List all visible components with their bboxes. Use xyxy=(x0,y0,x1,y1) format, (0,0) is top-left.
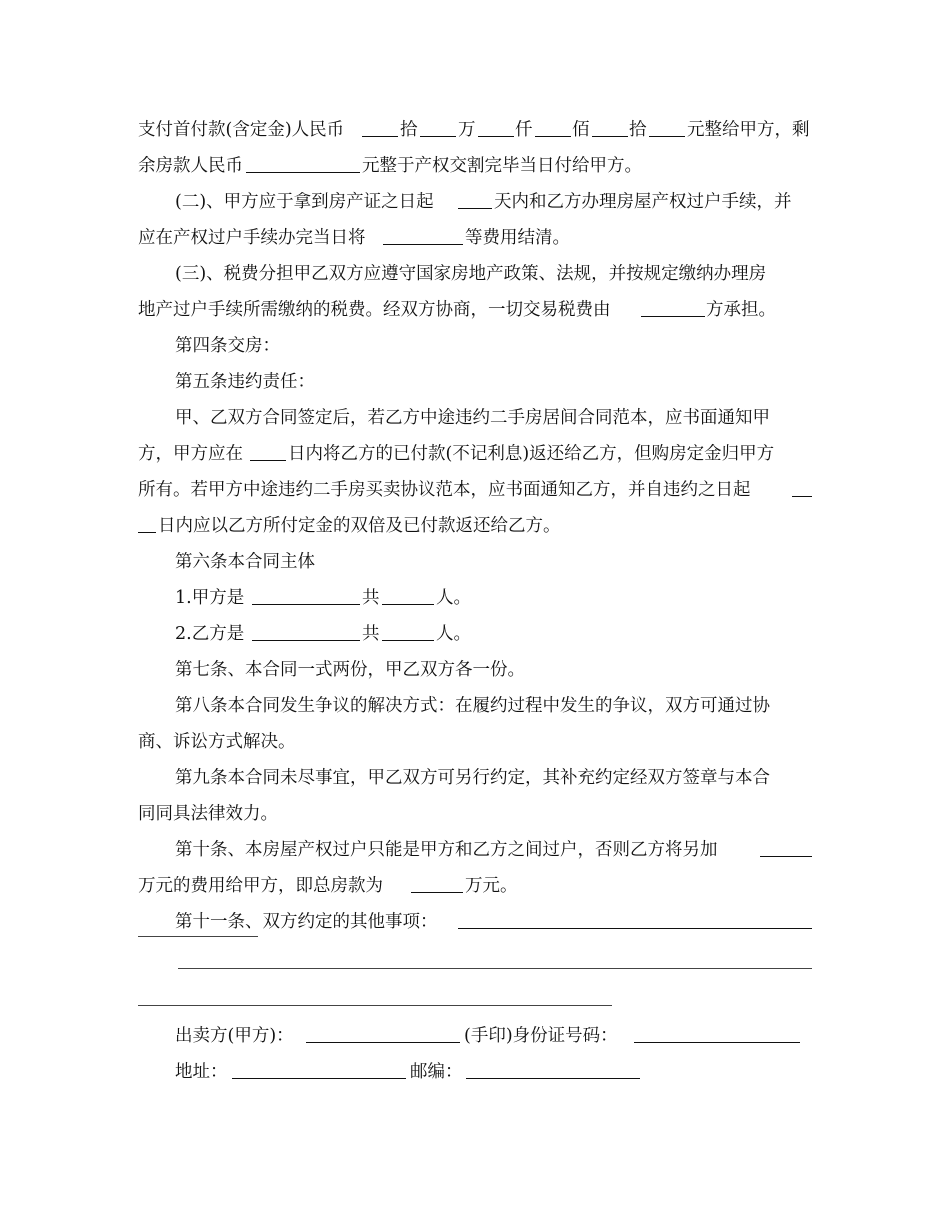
unit-text: 仟 xyxy=(515,120,533,140)
article-8-text: 第八条本合同发生争议的解决方式：在履约过程中发生的争议，双方可通过协 xyxy=(175,696,770,716)
article-10-text: 万元。 xyxy=(465,876,518,896)
blank-field[interactable] xyxy=(362,136,398,137)
blank-field[interactable] xyxy=(383,244,463,245)
count-unit: 人。 xyxy=(436,624,471,644)
article-4-text: 第四条交房： xyxy=(175,336,280,356)
transfer-text: 应在产权过户手续办完当日将 xyxy=(138,228,366,248)
breach-line-2 xyxy=(0,440,950,468)
payment-text: 余房款人民币 xyxy=(138,156,243,176)
party-a-name-field[interactable] xyxy=(252,604,360,605)
party-b-label: 2.乙方是 xyxy=(175,624,245,644)
other-terms-line-3[interactable] xyxy=(138,1005,612,1006)
party-b-line xyxy=(0,620,950,648)
payment-line-2 xyxy=(0,152,950,180)
transfer-text: 等费用结清。 xyxy=(465,228,570,248)
article-10-line-2 xyxy=(0,872,950,900)
id-number-field[interactable] xyxy=(634,1042,800,1043)
address-label: 地址： xyxy=(175,1062,228,1082)
address-field[interactable] xyxy=(232,1078,406,1079)
blank-field[interactable] xyxy=(592,136,628,137)
blank-field[interactable] xyxy=(420,136,456,137)
tax-text: 方承担。 xyxy=(706,300,776,320)
breach-text: 日内应以乙方所付定金的双倍及已付款返还给乙方。 xyxy=(158,516,561,536)
total-amount-field[interactable] xyxy=(411,892,463,893)
seller-line xyxy=(0,1022,950,1050)
blank-field[interactable] xyxy=(792,496,812,497)
postcode-field[interactable] xyxy=(466,1078,640,1079)
party-a-label: 1.甲方是 xyxy=(175,588,245,608)
unit-text: 拾 xyxy=(400,120,418,140)
id-label: (手印)身份证号码： xyxy=(464,1026,618,1046)
breach-text: 日内将乙方的已付款(不记利息)返还给乙方，但购房定金归甲方 xyxy=(288,444,775,464)
article-9-text: 第九条本合同未尽事宜，甲乙双方可另行约定，其补充约定经双方签章与本合 xyxy=(175,768,770,788)
blank-field[interactable] xyxy=(649,136,685,137)
count-label: 共 xyxy=(362,624,380,644)
blank-field[interactable] xyxy=(535,136,571,137)
other-terms-line-2[interactable] xyxy=(178,968,812,969)
article-10-line-1 xyxy=(0,836,950,864)
article-6-heading xyxy=(0,548,950,576)
party-b-name-field[interactable] xyxy=(252,640,360,641)
breach-line-1 xyxy=(0,404,950,432)
other-terms-field[interactable] xyxy=(458,928,812,929)
blank-field[interactable] xyxy=(246,172,360,173)
breach-line-3 xyxy=(0,476,950,504)
count-label: 共 xyxy=(362,588,380,608)
transfer-line-1 xyxy=(0,188,950,216)
blank-field[interactable] xyxy=(478,136,514,137)
breach-text: 所有。若甲方中途违约二手房买卖协议范本，应书面通知乙方，并自违约之日起 xyxy=(138,480,751,500)
article-4-heading xyxy=(0,332,950,360)
article-5-heading xyxy=(0,368,950,396)
article-9-line-2 xyxy=(0,800,950,828)
count-unit: 人。 xyxy=(436,588,471,608)
payment-line-1 xyxy=(0,116,950,144)
article-7 xyxy=(0,656,950,684)
blank-field[interactable] xyxy=(138,532,156,533)
unit-text: 佰 xyxy=(572,120,590,140)
postcode-label: 邮编： xyxy=(410,1062,463,1082)
party-a-line xyxy=(0,584,950,612)
other-terms-continuation[interactable] xyxy=(138,936,258,937)
breach-line-4 xyxy=(0,512,950,540)
party-b-count-field[interactable] xyxy=(382,640,434,641)
tax-line-1 xyxy=(0,260,950,288)
transfer-line-2 xyxy=(0,224,950,252)
party-a-count-field[interactable] xyxy=(382,604,434,605)
unit-text: 拾 xyxy=(629,120,647,140)
article-8-line-1 xyxy=(0,692,950,720)
seller-name-field[interactable] xyxy=(306,1042,460,1043)
payment-text: 支付首付款(含定金)人民币 xyxy=(138,120,345,140)
breach-text: 甲、乙双方合同签定后，若乙方中途违约二手房居间合同范本，应书面通知甲 xyxy=(175,408,770,428)
address-line xyxy=(0,1058,950,1086)
article-9-line-1 xyxy=(0,764,950,792)
article-8-text: 商、诉讼方式解决。 xyxy=(138,732,296,752)
article-8-line-2 xyxy=(0,728,950,756)
article-7-text: 第七条、本合同一式两份，甲乙双方各一份。 xyxy=(175,660,525,680)
blank-field[interactable] xyxy=(641,316,705,317)
blank-field[interactable] xyxy=(458,208,492,209)
payment-text: 元整给甲方，剩 xyxy=(687,120,810,140)
tax-line-2 xyxy=(0,296,950,324)
article-10-text: 万元的费用给甲方，即总房款为 xyxy=(138,876,383,896)
transfer-text: 天内和乙方办理房屋产权过户手续，并 xyxy=(494,192,792,212)
article-11-text: 第十一条、双方约定的其他事项： xyxy=(175,912,438,932)
unit-text: 万 xyxy=(458,120,476,140)
payment-text: 元整于产权交割完毕当日付给甲方。 xyxy=(362,156,642,176)
extra-amount-field[interactable] xyxy=(760,856,812,857)
article-6-text: 第六条本合同主体 xyxy=(175,552,315,572)
tax-text: 地产过户手续所需缴纳的税费。经双方协商，一切交易税费由 xyxy=(138,300,611,320)
tax-text: (三)、税费分担甲乙双方应遵守国家房地产政策、法规，并按规定缴纳办理房 xyxy=(175,264,767,284)
transfer-text: (二)、甲方应于拿到房产证之日起 xyxy=(175,192,434,212)
article-10-text: 第十条、本房屋产权过户只能是甲方和乙方之间过户，否则乙方将另加 xyxy=(175,840,718,860)
breach-text: 方，甲方应在 xyxy=(138,444,243,464)
blank-field[interactable] xyxy=(250,460,286,461)
article-11-line xyxy=(0,908,950,936)
seller-label: 出卖方(甲方)： xyxy=(175,1026,294,1046)
article-9-text: 同同具法律效力。 xyxy=(138,804,278,824)
article-5-text: 第五条违约责任： xyxy=(175,372,315,392)
